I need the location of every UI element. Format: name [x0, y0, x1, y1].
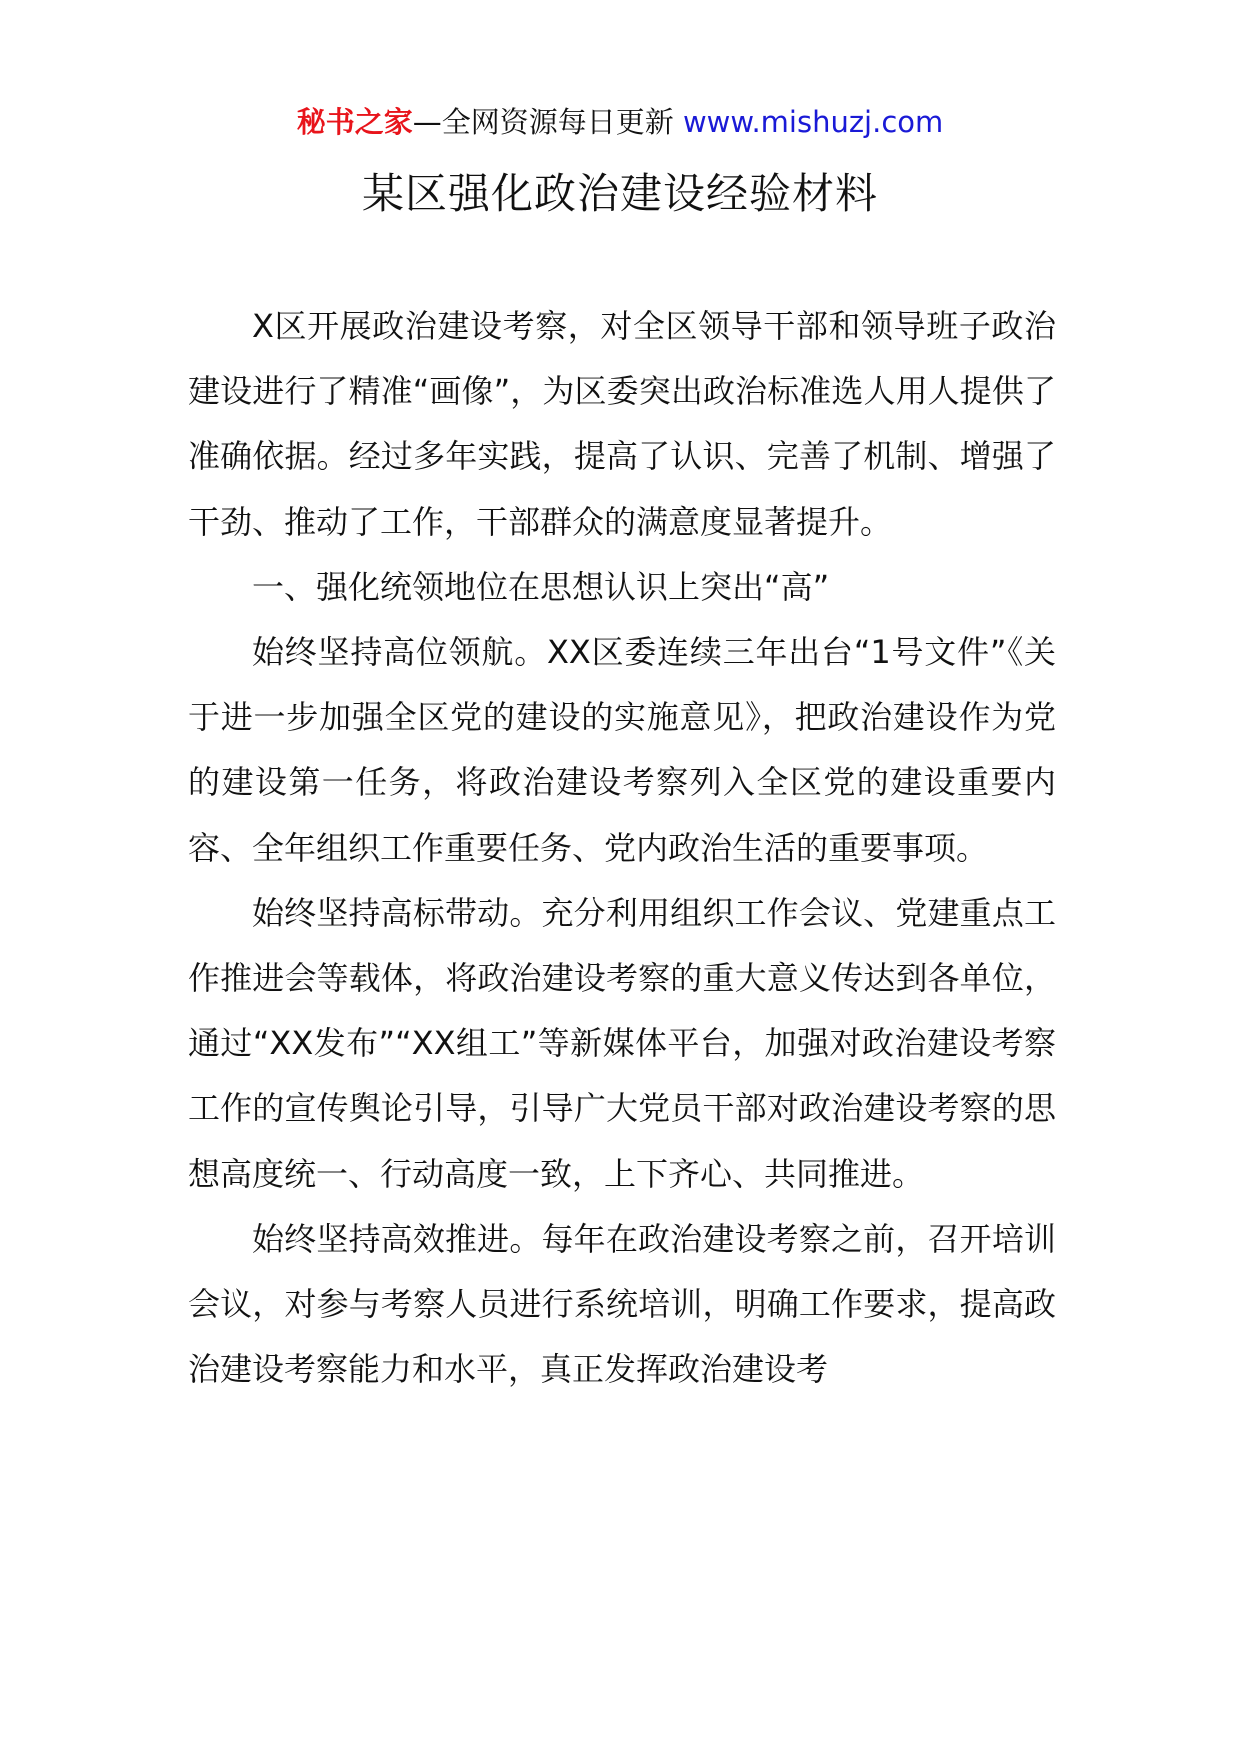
page-header [0, 100, 1240, 144]
body-paragraph: 始终坚持高效推进。每年在政治建设考察之前，召开培训会议，对参与考察人员进行系统培训，明确工作要求，提高政治建设考察能力和水平，真正发挥政治建设考 [188, 1219, 1056, 1389]
document-title: 某区强化政治建设经验材料 [361, 169, 878, 218]
body-paragraph: 始终坚持高位领航。XX区委连续三年出台“1号文件”《关于进一步加强全区党的建设的实施意见》，把政治建设作为党的建设第一任务，将政治建设考察列入全区党的建设重要内容、全年组织工作重要任务、党内政治生活的重要事项。 [188, 633, 1056, 867]
site-link[interactable]: www.mishuzj.com [682, 105, 944, 139]
section-heading: 一、强化统领地位在思想认识上突出“高” [252, 567, 830, 606]
body-paragraph: X区开展政治建设考察，对全区领导干部和领导班子政治建设进行了精准“画像”，为区委突出政治标准选人用人提供了准确依据。经过多年实践，提高了认识、完善了机制、增强了干劲、推动了工作，干部群众的满意度显著提升。 [188, 307, 1056, 541]
brand-name: 秘书之家 [296, 105, 413, 139]
header-tagline: —全网资源每日更新 [412, 105, 674, 139]
document-body [188, 294, 1056, 1402]
body-paragraph: 始终坚持高标带动。充分利用组织工作会议、党建重点工作推进会等载体，将政治建设考察的重大意义传达到各单位，通过“XX发布”“XX组工”等新媒体平台，加强对政治建设考察工作的宣传舆论引导，引导广大党员干部对政治建设考察的思想高度统一、行动高度一致，上下齐心、共同推进。 [188, 893, 1056, 1193]
